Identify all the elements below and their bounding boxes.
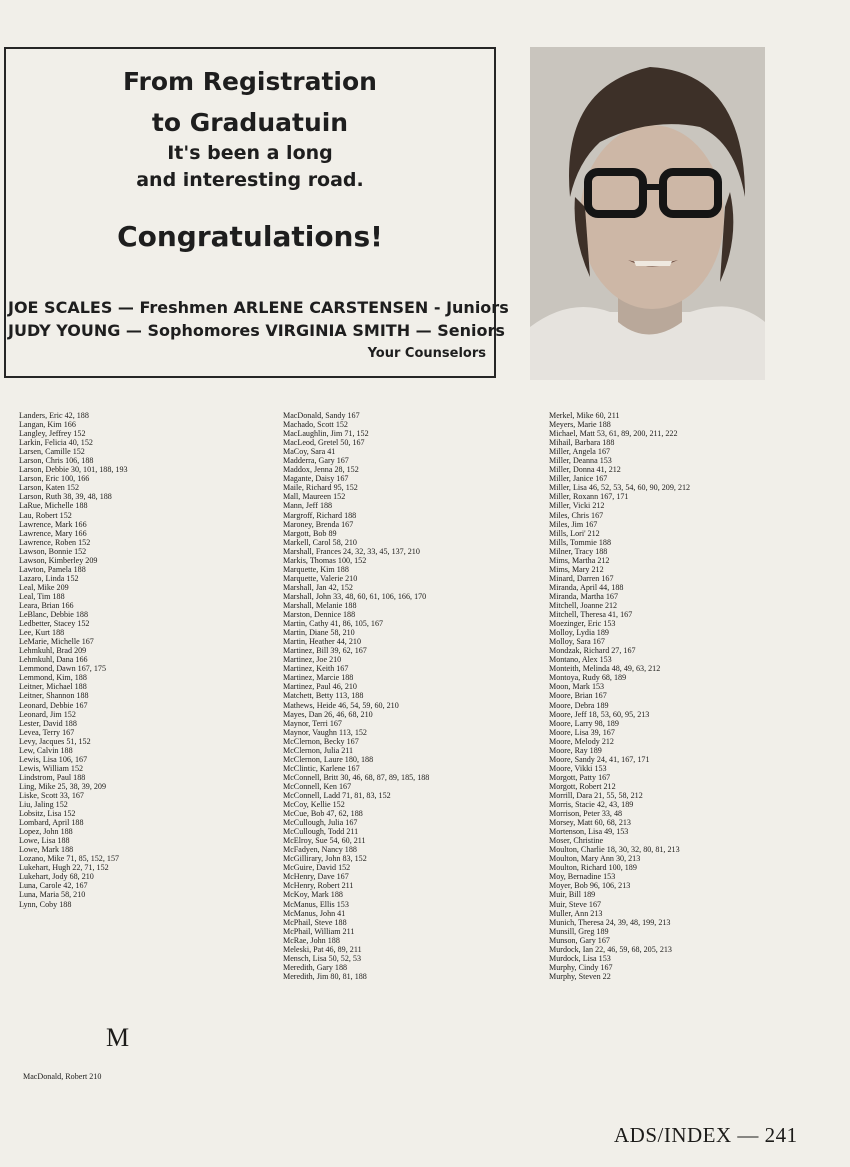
ad-title-line2: to Graduatuin [151,108,349,137]
index-entry: Larson, Chris 106, 188 [19,456,94,466]
index-entry: Moore, Sandy 24, 41, 167, 171 [549,754,650,764]
index-entry: MacLeod, Gretel 50, 167 [283,438,365,448]
index-entry: Margroff, Richard 188 [283,510,357,520]
index-entry: Luna, Maria 58, 210 [19,890,86,900]
index-entry: McCue, Bob 47, 62, 188 [283,809,363,819]
index-entry: Matchett, Betty 113, 188 [283,691,364,701]
index-entry: Magante, Daisy 167 [283,474,349,484]
index-entry: Larkin, Felicia 40, 152 [19,438,93,448]
index-entry: Mitchell, Joanne 212 [549,600,618,610]
index-entry: Langan, Kim 166 [19,420,76,430]
index-entry: McManus, Ellis 153 [283,899,349,909]
index-entry: Moser, Christine [549,836,604,846]
index-entry: Miller, Roxann 167, 171 [549,492,629,502]
index-entry: Mills, Tommie 188 [549,537,612,547]
index-entry: Mortenson, Lisa 49, 153 [549,827,629,837]
index-entry: Miles, Jim 167 [549,519,598,529]
index-entry: Munson, Gary 167 [549,935,610,945]
index-entry: McGuire, David 152 [283,863,351,873]
index-column-3 [549,411,690,981]
student-portrait-photo [530,47,765,380]
index-entry: McPhail, William 211 [283,926,355,936]
index-entry: Martin, Heather 44, 210 [283,637,361,647]
index-entry: Larson, Katen 152 [19,483,80,493]
index-entry: Liske, Scott 33, 167 [19,790,84,800]
index-entry: Molloy, Lydia 189 [549,628,609,638]
counselor-line-2: JUDY YOUNG — Sophomores VIRGINIA SMITH — Seniors [8,321,505,340]
index-entry: Leal, Tim 188 [19,591,65,601]
index-entry: Lukehart, Jody 68, 210 [19,872,94,882]
index-entry: Lewis, Lisa 106, 167 [19,754,88,764]
counselors-caption: Your Counselors [367,346,486,361]
index-entry: Machado, Scott 152 [283,420,348,430]
index-entry: Meredith, Gary 188 [283,962,348,972]
index-entry: Miller, Donna 41, 212 [549,465,621,475]
index-entry: Levea, Terry 167 [19,727,75,737]
index-entry: Milner, Tracy 188 [549,546,608,556]
index-entry: Lawrence, Mark 166 [19,519,87,529]
index-entry: Levy, Jacques 51, 152 [19,736,91,746]
index-entry: Maile, Richard 95, 152 [283,483,358,493]
index-entry: McConnell, Ken 167 [283,781,352,791]
index-entry: Lynn, Coby 188 [19,899,72,909]
index-entry: Lombard, April 188 [19,818,84,828]
index-entry: Ledbetter, Stacey 152 [19,619,90,629]
index-entry: McCullough, Julia 167 [283,818,358,828]
index-entry: LeBlanc, Debbie 188 [19,610,88,620]
index-entry: Moyer, Bob 96, 106, 213 [549,881,631,891]
index-entry: Lawson, Bonnie 152 [19,546,87,556]
index-entry: LaRue, Michelle 188 [19,501,88,511]
index-entry: Lawton, Pamela 188 [19,564,86,574]
index-entry: McConnell, Ladd 71, 81, 83, 152 [283,790,391,800]
index-entry: Lee, Kurt 188 [19,628,65,638]
ad-title-line1: From Registration [123,67,377,96]
index-entry: Mitchell, Theresa 41, 167 [549,610,633,620]
index-entry: McRae, John 188 [283,935,340,945]
index-entry: Leara, Brian 166 [19,600,74,610]
index-entry: Lemmond, Kim, 188 [19,673,87,683]
index-entry: Liu, Jaling 152 [19,800,68,810]
index-entry: Marshall, Jan 42, 152 [283,582,353,592]
index-entry: Markis, Thomas 100, 152 [283,555,367,565]
index-entry: Muir, Steve 167 [549,899,602,909]
index-entry: Moulton, Mary Ann 30, 213 [549,854,641,864]
index-entry: Leal, Mike 209 [19,582,69,592]
index-entry: Lawson, Kimberley 209 [19,555,98,565]
portrait-illustration [530,47,765,380]
index-entry: Moore, Jeff 18, 53, 60, 95, 213 [549,709,650,719]
index-entry: Lowe, Lisa 188 [19,836,70,846]
index-entry: Larson, Eric 100, 166 [19,474,90,484]
index-entry: Miranda, April 44, 188 [549,582,624,592]
index-entry: Lawrence, Roben 152 [19,537,91,547]
index-entry: Monteith, Melinda 48, 49, 63, 212 [549,664,661,674]
index-entry: Martin, Diane 58, 210 [283,628,355,638]
index-entry: Mihail, Barbara 188 [549,438,615,448]
index-entry: Miller, Angela 167 [549,447,611,457]
index-entry: Martinez, Keith 167 [283,664,349,674]
index-entry: Miller, Lisa 46, 52, 53, 54, 60, 90, 209, 212 [549,483,691,493]
index-entry: Leitner, Michael 188 [19,682,87,692]
index-entry: Madderra, Gary 167 [283,456,349,466]
index-entry: Miles, Chris 167 [549,510,604,520]
index-entry: Maddox, Jenna 28, 152 [283,465,359,475]
index-entry: Munich, Theresa 24, 39, 48, 199, 213 [549,917,671,927]
counselor-line-1: JOE SCALES — Freshmen ARLENE CARSTENSEN - Juniors [8,298,509,317]
index-entry: Miller, Vicki 212 [549,501,605,511]
index-entry: McHenry, Robert 211 [283,881,354,891]
index-entry: Molloy, Sara 167 [549,637,605,647]
index-entry: Landers, Eric 42, 188 [19,411,89,420]
index-entry: Moore, Brian 167 [549,691,607,701]
index-entry: Muir, Bill 189 [549,890,596,900]
index-entry: Maynor, Terri 167 [283,718,342,728]
index-entry: Lindstrom, Paul 188 [19,772,86,782]
index-entry: McClernon, Laure 180, 188 [283,754,374,764]
index-entry: Mathews, Heide 46, 54, 59, 60, 210 [283,700,399,710]
index-entry: Leonard, Debbie 167 [19,700,88,710]
index-entry: Moore, Ray 189 [549,745,602,755]
index-entry: Miller, Deanna 153 [549,456,612,466]
index-entry: Moulton, Charlie 18, 30, 32, 80, 81, 213 [549,845,680,855]
index-entry: Lazaro, Linda 152 [19,573,79,583]
index-entry: Murdock, Ian 22, 46, 59, 68, 205, 213 [549,944,672,954]
index-entry: Martinez, Paul 46, 210 [283,682,357,692]
index-entry: Larson, Ruth 38, 39, 48, 188 [19,492,112,502]
index-entry: McFadyen, Nancy 188 [283,845,357,855]
index-entry: Lowe, Mark 188 [19,845,74,855]
index-entry: Luna, Carole 42, 167 [19,881,88,891]
index-entry: Marquette, Kim 188 [283,564,349,574]
page-footer: ADS/INDEX — 241 [614,1123,798,1147]
index-entry: Mondzak, Richard 27, 167 [549,646,636,656]
index-column-2 [283,411,429,981]
index-entry: Miller, Janice 167 [549,474,608,484]
index-entry: Martinez, Joe 210 [283,655,342,665]
index-entry: Lewis, William 152 [19,763,84,773]
index-entry: Morgott, Robert 212 [549,781,616,791]
ad-subtitle-line2: and interesting road. [136,169,364,191]
index-entry: Lehmkuhl, Brad 209 [19,646,87,656]
index-column-1 [19,411,128,909]
index-entry: Leonard, Jim 152 [19,709,76,719]
index-entry: McCullough, Todd 211 [283,827,359,837]
index-entry: Martinez, Bill 39, 62, 167 [283,646,367,656]
index-entry: Morrill, Dara 21, 55, 58, 212 [549,790,643,800]
index-entry: Mall, Maureen 152 [283,492,346,502]
ad-subtitle-line1: It's been a long [167,142,333,164]
index-entry: MaCoy, Sara 41 [283,447,336,457]
index-entry: Michael, Matt 53, 61, 89, 200, 211, 222 [549,429,678,439]
index-entry: Morrison, Peter 33, 48 [549,809,623,819]
index-entry: Meleski, Pat 46, 89, 211 [283,944,362,954]
index-entry: Marshall, Melanie 188 [283,600,357,610]
index-entry: Larsen, Camille 152 [19,447,85,457]
index-entry: McHenry, Dave 167 [283,872,349,882]
index-entry: McClintic, Karlene 167 [283,763,360,773]
index-entry: Mayes, Dan 26, 46, 68, 210 [283,709,373,719]
index-entry: Minard, Darren 167 [549,573,614,583]
index-entry: Moore, Vikki 153 [549,763,607,773]
index-entry: LeMarie, Michelle 167 [19,637,94,647]
index-entry: Meyers, Marie 188 [549,420,611,430]
index-entry: Moon, Mark 153 [549,682,605,692]
index-entry: McManus, John 41 [283,908,346,918]
index-entry: MacDonald, Robert 210 [23,1072,102,1081]
index-entry: Lukehart, Hugh 22, 71, 152 [19,863,109,873]
index-entry: Martin, Cathy 41, 86, 105, 167 [283,619,384,629]
index-entry: Lopez, John 188 [19,827,73,837]
index-entry: McPhail, Steve 188 [283,917,347,927]
index-entry: McClernon, Becky 167 [283,736,359,746]
index-entry: Lester, David 188 [19,718,77,728]
index-entry: Merkel, Mike 60, 211 [549,411,620,420]
index-entry: Mann, Jeff 188 [283,501,333,511]
index-entry: Maroney, Brenda 167 [283,519,354,529]
index-entry: McClernon, Julia 211 [283,745,354,755]
index-entry: McConnell, Britt 30, 46, 68, 87, 89, 185, 188 [283,772,430,782]
index-entry: Mills, Lori' 212 [549,528,600,538]
index-entry: Maynor, Vaughn 113, 152 [283,727,367,737]
index-entry: MacDonald, Sandy 167 [283,411,360,420]
index-entry: Moore, Lisa 39, 167 [549,727,615,737]
index-entry: Lew, Calvin 188 [19,745,73,755]
index-entry: Moezinger, Eric 153 [549,619,616,629]
index-entry: Lemmond, Dawn 167, 175 [19,664,106,674]
index-entry: Lobsitz, Lisa 152 [19,809,76,819]
index-entry: Mims, Mary 212 [549,564,604,574]
index-entry: Moulton, Richard 100, 189 [549,863,637,873]
index-entry: Lau, Robert 152 [19,510,72,520]
counselors-ad [4,47,509,378]
index-entry: McGillirary, John 83, 152 [283,854,367,864]
index-entry: Martinez, Marcie 188 [283,673,354,683]
index-entry: Moore, Melody 212 [549,736,614,746]
index-entry: Marquette, Valerie 210 [283,573,358,583]
index-entry: Murdock, Lisa 153 [549,953,611,963]
index-entry: Miranda, Martha 167 [549,591,619,601]
index-entry: McElroy, Sue 54, 60, 211 [283,836,366,846]
index-entry: Margott, Bob 89 [283,528,337,538]
index-entry: Munsill, Greg 189 [549,926,609,936]
index-entry: Mims, Martha 212 [549,555,610,565]
index-entry: Lehmkuhl, Dana 166 [19,655,88,665]
index-entry: Murphy, Steven 22 [549,971,611,981]
index-entry: Lawrence, Mary 166 [19,528,87,538]
index-entry: Muller, Ann 213 [549,908,603,918]
index-entry: Marshall, John 33, 48, 60, 61, 106, 166, 170 [283,591,427,601]
index-entry: Lozano, Mike 71, 85, 152, 157 [19,854,120,864]
index-entry: Marshall, Frances 24, 32, 33, 45, 137, 210 [283,546,420,556]
index-entry: Moore, Larry 98, 189 [549,718,619,728]
index-entry: Moy, Bernadine 153 [549,872,616,882]
index-entry: MacLaughlin, Jim 71, 152 [283,429,369,439]
index-entry: Mensch, Lisa 50, 52, 53 [283,953,362,963]
index-entry: Murphy, Cindy 167 [549,962,613,972]
index-entry: Markell, Carol 58, 210 [283,537,357,547]
index-entry: Meredith, Jim 80, 81, 188 [283,971,367,981]
index-entry: Larson, Debbie 30, 101, 188, 193 [19,465,128,475]
index-entry: Montoya, Rudy 68, 189 [549,673,627,683]
index-entry: Montano, Alex 153 [549,655,612,665]
index-entry: McKoy, Mark 188 [283,890,343,900]
index-entry: Morsey, Matt 60, 68, 213 [549,818,631,828]
index-entry: Moore, Debra 189 [549,700,609,710]
index-entry: Marston, Dennice 188 [283,610,356,620]
index-entry: Leitner, Shannon 188 [19,691,89,701]
index-entry: McCoy, Kellie 152 [283,800,345,810]
index-section-letter: M [106,1023,130,1052]
index-entry: Morgott, Patty 167 [549,772,611,782]
index-entry: Ling, Mike 25, 38, 39, 209 [19,781,107,791]
index-entry: Langley, Jeffrey 152 [19,429,86,439]
ad-congratulations: Congratulations! [117,220,383,253]
index-entry: Morris, Stacie 42, 43, 189 [549,800,634,810]
